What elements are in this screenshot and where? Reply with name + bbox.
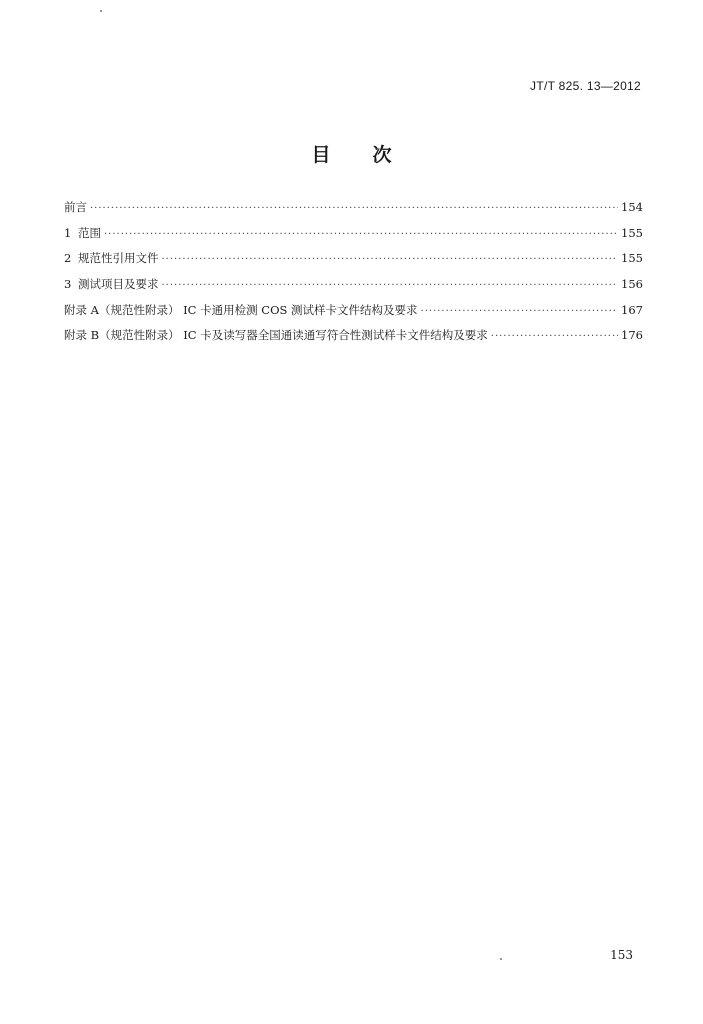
toc-entry-text: 规范性引用文件 [78,251,159,266]
toc-entry-page: 155 [621,251,643,266]
scan-speck [100,10,102,12]
toc-entry-number: 2 [64,251,72,266]
page-number: 153 [610,948,633,962]
toc-entry-normative-references [64,250,643,276]
toc-entry-label [64,250,159,266]
toc-leader-dots [421,306,619,317]
toc-entry-page: 167 [621,302,643,317]
toc-entry-label: 附录 B（规范性附录） IC 卡及读写器全国通读通写符合性测试样卡文件结构及要求 [64,328,488,343]
toc-entry-label [64,276,159,292]
toc-leader-dots [162,254,619,265]
page-title: 目次 [311,144,434,166]
table-of-contents [64,199,643,353]
toc-entry-text: 范围 [78,225,101,240]
standard-number: JT/T 825. 13—2012 [530,79,641,93]
toc-leader-dots [104,229,618,240]
toc-leader-dots [491,331,618,342]
toc-entry-annex-a [64,302,643,328]
toc-leader-dots [90,203,618,214]
toc-entry-label: 前言 [64,200,87,214]
toc-entry-annex-b [64,327,643,353]
toc-entry-number: 1 [64,225,72,240]
toc-leader-dots [162,280,619,291]
toc-entry-test-items [64,276,643,302]
toc-entry-scope [64,225,643,251]
toc-entry-page: 155 [621,225,643,240]
toc-entry-page: 154 [621,200,643,214]
scan-speck [500,958,502,960]
toc-entry-label: 附录 A（规范性附录） IC 卡通用检测 COS 测试样卡文件结构及要求 [64,302,418,317]
toc-entry-label [64,225,101,241]
toc-entry-foreword [64,199,643,225]
toc-entry-page: 176 [621,328,643,343]
toc-entry-text: 测试项目及要求 [78,277,159,292]
toc-entry-page: 156 [621,277,643,292]
toc-entry-number: 3 [64,277,72,292]
